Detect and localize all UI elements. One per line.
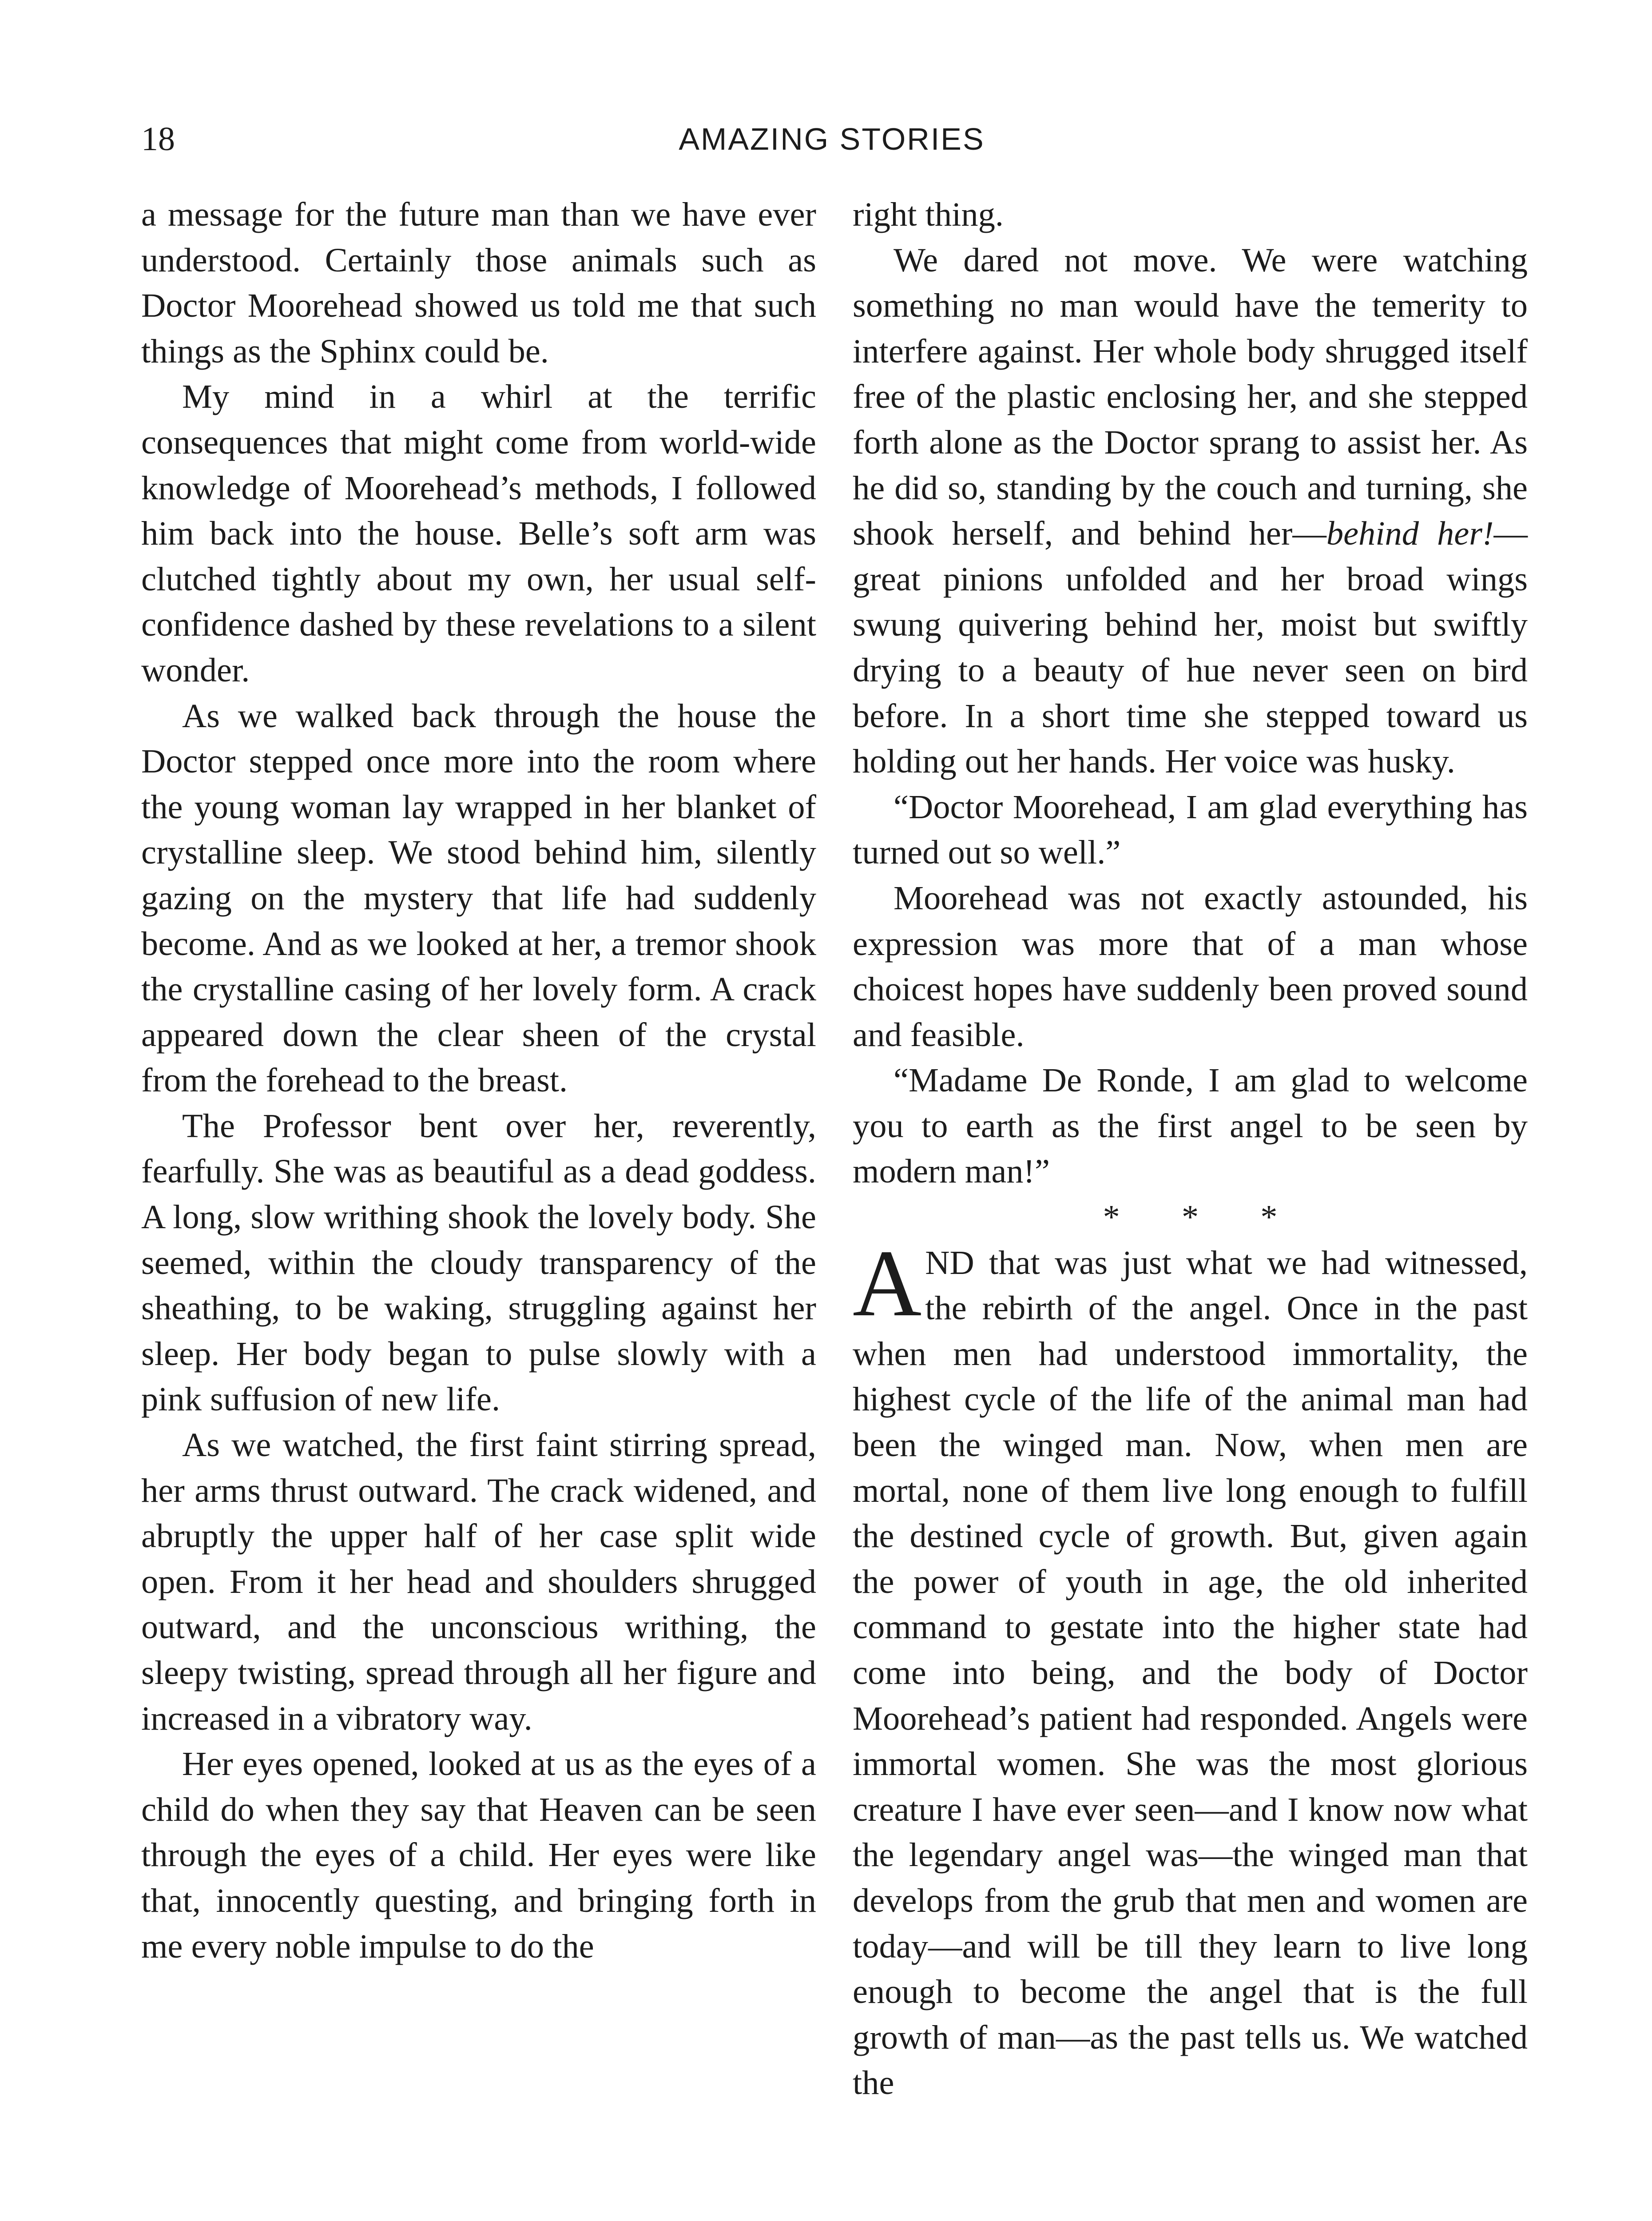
paragraph-text: We dared not move. We were watching something no man would have the temerity to interfere against. Her whole body shrugged itself free of the plastic enclosing her, and she stepped forth alone as the Doctor sprang to assist her. As he did so, standing by the couch and turning, she shook herself, and behind her—: [853, 241, 1528, 553]
paragraph: Moorehead was not exactly astounded, his expression was more that of a man whose choicest hopes have suddenly been proved sound and feasible.: [853, 879, 1528, 1054]
paragraph: [853, 238, 1528, 784]
drop-cap-paragraph: AND that was just what we had witnessed, the rebirth of the angel. Once in the past when men had understood immortality, the highest cycle of the life of the animal man had been the winged man. Now, when men are mortal, none of them live long enough to fulfill the destined cycle of growth. But, given again the power of youth in age, the old inherited command to gestate into the higher state had come into being, and the body of Doctor Moorehead’s patient had responded. Angels were immortal women. She was the most glorious creature I have ever seen—and I know now what the legendary angel was—the winged man that develops from the grub that men and women are today—and will be till they learn to live long enough to become the angel that is the full growth of man—as the past tells us. We watched the: [853, 1230, 1528, 2102]
paragraph: As we walked back through the house the Doctor stepped once more into the room where the young woman lay wrapped in her blanket of crystalline sleep. We stood behind him, silently gazing on the mystery that life had suddenly become. And as we looked at her, a tremor shook the crystalline casing of her lovely form. A crack appeared down the clear sheen of the crystal from the forehead to the breast.: [141, 697, 816, 1099]
paragraph: “Doctor Moorehead, I am glad everything has turned out so well.”: [853, 788, 1528, 872]
paragraph: The Professor bent over her, reverently, fearfully. She was as beautiful as a dead goddess. A long, slow writhing shook the lovely body. She seemed, within the cloudy transparency of the sheathing, to be waking, struggling against her sleep. Her body began to pulse slowly with a pink suffusion of new life.: [141, 1107, 816, 1418]
paragraph: right thing.: [853, 195, 1004, 233]
paragraph: My mind in a whirl at the terrific consequences that might come from world-wide knowledge of Moorehead’s methods, I followed him back into the house. Belle’s soft arm was clutched tightly about my own, her usual self-confidence dashed by these revelations to a silent wonder.: [141, 378, 816, 689]
page-number: 18: [141, 120, 175, 158]
paragraph: Her eyes opened, looked at us as the eyes of a child do when they say that Heaven can be seen through the eyes of a child. Her eyes were like that, innocently questing, and bringing forth in me every noble impulse to do the: [141, 1745, 816, 1965]
paragraph: a message for the future man than we have ever understood. Certainly those animals such as Doctor Moorehead showed us told me that such things as the Sphinx could be.: [141, 195, 816, 370]
page-header: [141, 115, 1522, 163]
running-title: AMAZING STORIES: [679, 122, 985, 156]
paragraph-text: —great pinions unfolded and her broad wings swung quivering behind her, moist but swiftly drying to a beauty of hue never seen on bird before. In a short time she stepped toward us holding out her hands. Her voice was husky.: [853, 514, 1528, 780]
emphasis-text: behind her!: [1326, 514, 1494, 553]
paragraph: “Madame De Ronde, I am glad to welcome you to earth as the first angel to be seen by modern man!”: [853, 1061, 1528, 1190]
right-column: [853, 192, 1528, 2106]
section-break: * * *: [1103, 1198, 1304, 1236]
paragraph: As we watched, the first faint stirring spread, her arms thrust outward. The crack widened, and abruptly the upper half of her case split wide open. From it her head and shoulders shrugged outward, and the unconscious writhing, the sleepy twisting, spread through all her figure and increased in a vibratory way.: [141, 1426, 816, 1737]
left-column: [141, 192, 816, 1969]
